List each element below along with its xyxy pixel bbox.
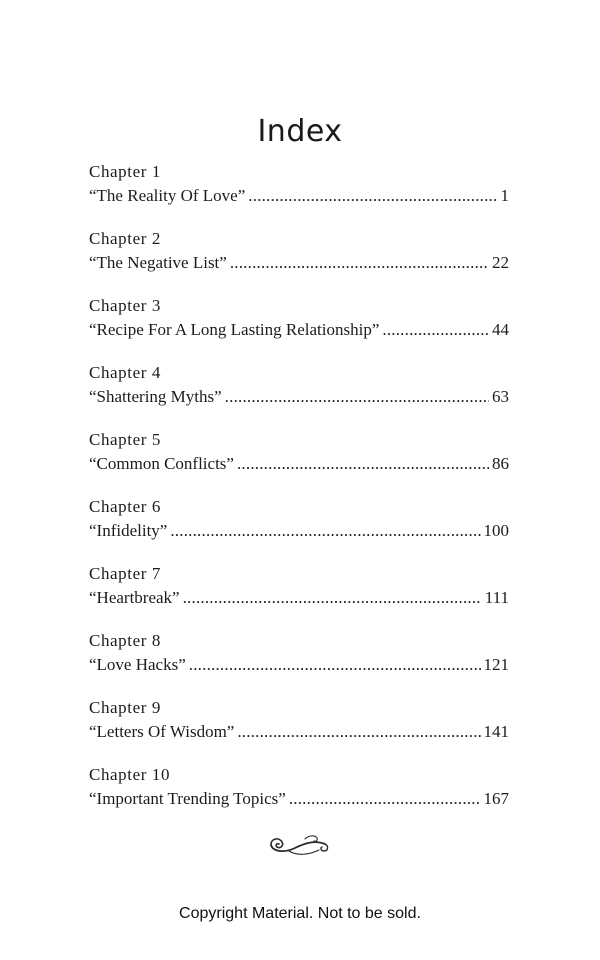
flourish-ornament-icon	[265, 830, 333, 860]
toc-entry	[89, 228, 509, 295]
dot-leader	[248, 185, 497, 207]
chapter-label: Chapter 5	[89, 430, 161, 449]
chapter-title: “Recipe For A Long Lasting Relationship”	[89, 320, 380, 339]
page-number: 141	[483, 722, 509, 741]
chapter-title: “Common Conflicts”	[89, 454, 234, 473]
chapter-label: Chapter 2	[89, 229, 161, 248]
page-number: 121	[483, 655, 509, 674]
toc-entry	[89, 697, 509, 764]
dot-leader	[170, 520, 480, 542]
chapter-label: Chapter 3	[89, 296, 161, 315]
dot-leader	[189, 654, 481, 676]
dot-leader	[289, 788, 481, 810]
chapter-title: “The Reality Of Love”	[89, 186, 246, 205]
toc-line	[89, 319, 509, 341]
page-number: 111	[484, 588, 509, 607]
page-number: 1	[500, 186, 509, 205]
toc-entry	[89, 295, 509, 362]
dot-leader	[230, 252, 489, 274]
chapter-label: Chapter 1	[89, 162, 161, 181]
chapter-label: Chapter 4	[89, 363, 161, 382]
toc-entry	[89, 496, 509, 563]
chapter-title: “Heartbreak”	[89, 588, 180, 607]
toc-line	[89, 721, 509, 743]
toc-line	[89, 788, 509, 810]
toc-line	[89, 386, 509, 408]
toc-entry	[89, 429, 509, 496]
dot-leader	[237, 721, 480, 743]
dot-leader	[225, 386, 489, 408]
toc-entry	[89, 161, 509, 228]
table-of-contents	[89, 161, 509, 831]
page-number: 22	[492, 253, 509, 272]
page-number: 86	[492, 454, 509, 473]
toc-entry	[89, 630, 509, 697]
chapter-label: Chapter 9	[89, 698, 161, 717]
toc-line	[89, 520, 509, 542]
chapter-label: Chapter 8	[89, 631, 161, 650]
toc-line	[89, 252, 509, 274]
toc-line	[89, 587, 509, 609]
page-number: 63	[492, 387, 509, 406]
toc-line	[89, 453, 509, 475]
chapter-label: Chapter 7	[89, 564, 161, 583]
chapter-label: Chapter 6	[89, 497, 161, 516]
dot-leader	[183, 587, 482, 609]
dot-leader	[382, 319, 489, 341]
toc-entry	[89, 563, 509, 630]
page-number: 44	[492, 320, 509, 339]
chapter-title: “Letters Of Wisdom”	[89, 722, 235, 741]
toc-line	[89, 185, 509, 207]
toc-line	[89, 654, 509, 676]
toc-entry	[89, 764, 509, 831]
page-number: 100	[483, 521, 509, 540]
chapter-title: “Shattering Myths”	[89, 387, 222, 406]
dot-leader	[237, 453, 489, 475]
chapter-title: “Important Trending Topics”	[89, 789, 286, 808]
page-number: 167	[483, 789, 509, 808]
chapter-title: “Love Hacks”	[89, 655, 186, 674]
chapter-title: “The Negative List”	[89, 253, 227, 272]
copyright-notice: Copyright Material. Not to be sold.	[179, 905, 421, 922]
chapter-title: “Infidelity”	[89, 521, 168, 540]
chapter-label: Chapter 10	[89, 765, 171, 784]
page-title: Index	[257, 114, 343, 150]
toc-entry	[89, 362, 509, 429]
